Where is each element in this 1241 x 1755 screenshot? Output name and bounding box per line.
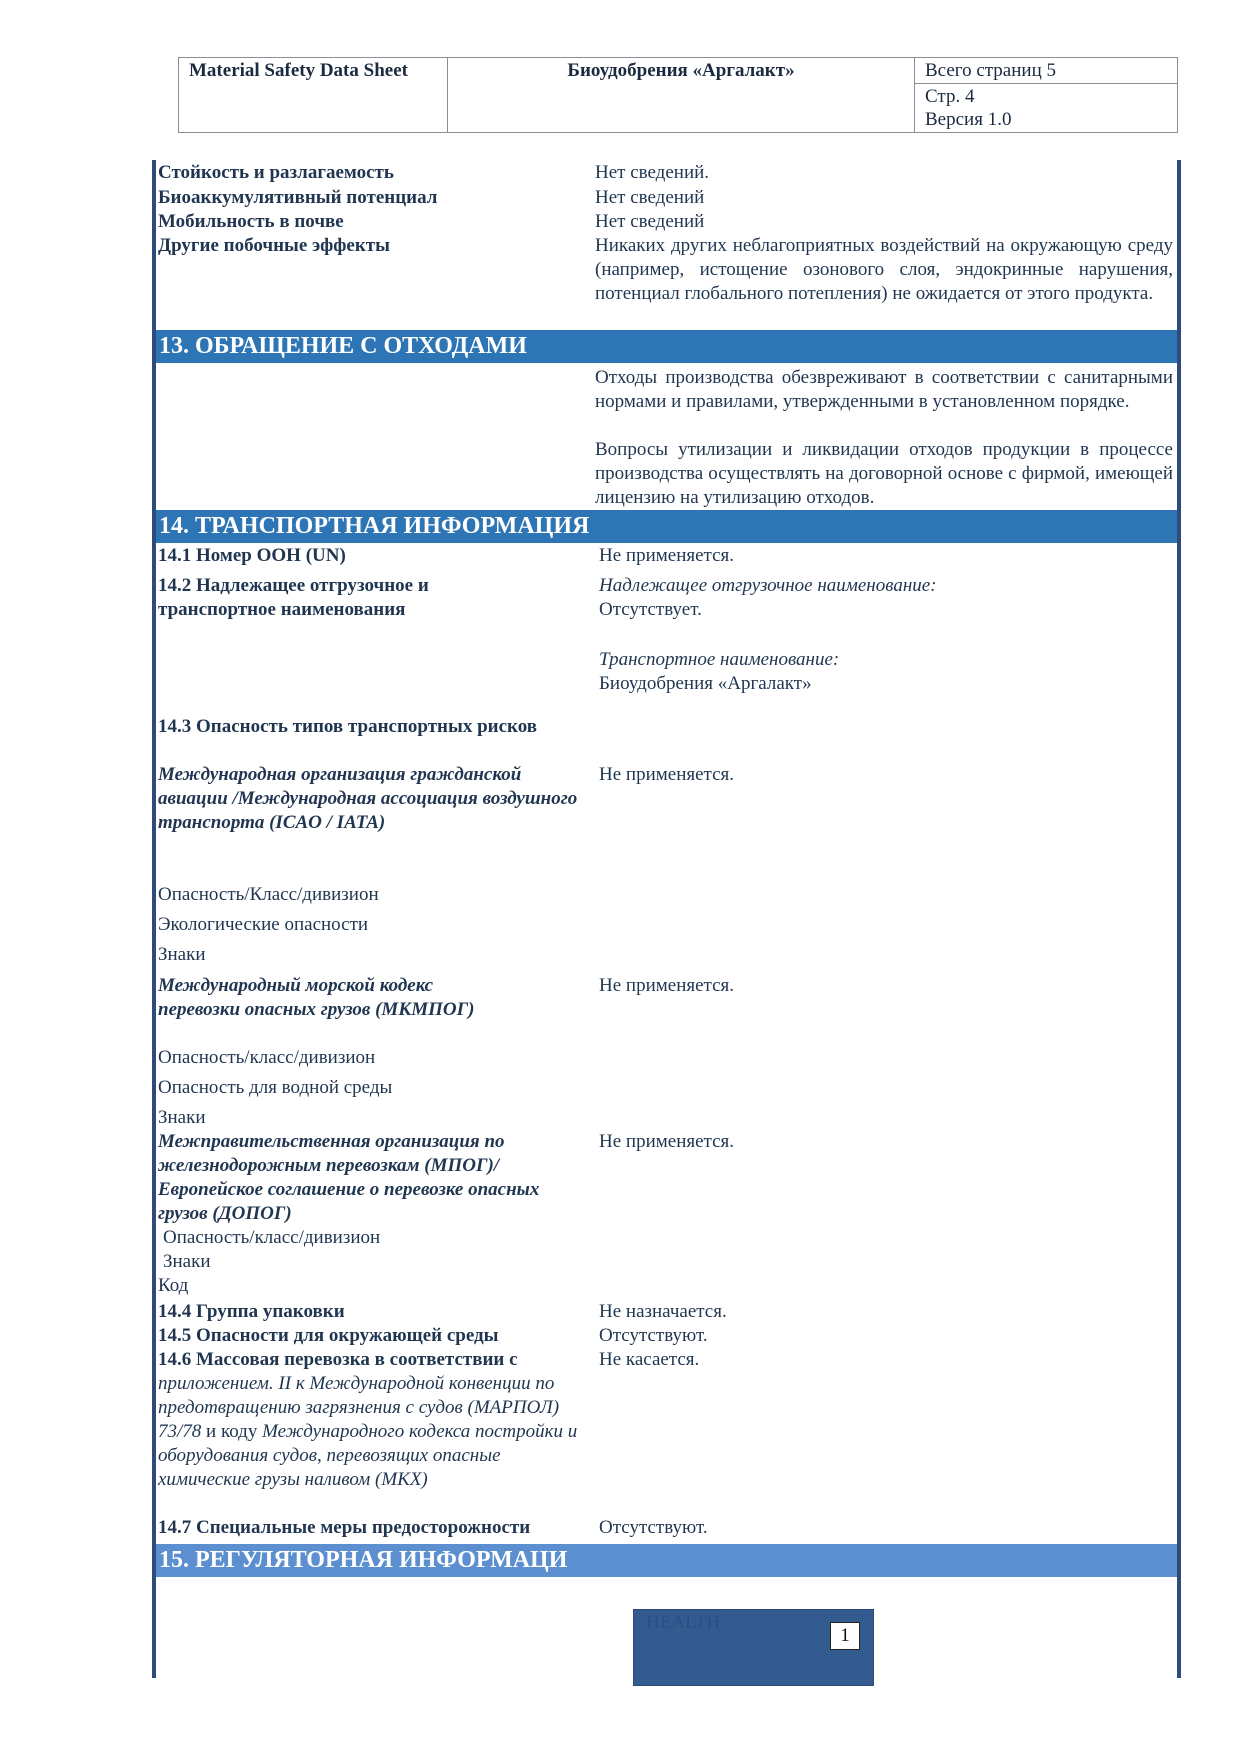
version: Версия 1.0 [925,109,1012,130]
section-14-title: 14. ТРАНСПОРТНАЯ ИНФОРМАЦИЯ [156,510,1177,543]
rail-value: Не применяется. [599,1131,734,1152]
rail-code: Код [158,1275,189,1296]
imdg-signs: Знаки [158,1107,206,1128]
eco-value: Нет сведений. [595,162,710,183]
un-label: 14.1 Номер ООН (UN) [158,545,346,566]
header-table [178,57,1178,133]
transport-name-value: Биоудобрения «Аргалакт» [599,673,812,694]
icao-value: Не применяется. [599,764,734,785]
packing-label: 14.4 Группа упаковки [158,1301,345,1322]
imdg-value: Не применяется. [599,975,734,996]
packing-value: Не назначается. [599,1301,727,1322]
icao-eco: Экологические опасности [158,914,369,935]
total-pages: Всего страниц 5 [915,58,1177,84]
product-name: Биоудобрения «Аргалакт» [448,58,915,133]
imdg-water: Опасность для водной среды [158,1077,393,1098]
health-rating: 1 [830,1622,860,1650]
section-13-title: 13. ОБРАЩЕНИЕ С ОТХОДАМИ [156,330,1177,363]
waste-text-1: Отходы производства обезвреживают в соответствии с санитарными нормами и правилами, утвержденными в установленном порядке. [595,367,1173,412]
waste-text-2: Вопросы утилизации и ликвидации отходов продукции в процессе производства осуществлять на договорной основе с фирмой, имеющей лицензию на утилизацию отходов. [595,439,1173,508]
env-label: 14.5 Опасности для окружающей среды [158,1325,499,1346]
health-label: HEALTH [646,1612,721,1633]
env-value: Отсутствуют. [599,1325,708,1346]
section-15-title: 15. РЕГУЛЯТОРНАЯ ИНФОРМАЦИ [156,1544,1177,1577]
eco-label: Биоаккумулятивный потенциал [158,187,438,208]
eco-value: Нет сведений [595,187,705,208]
bulk-label: 14.6 Массовая перевозка в соответствии с приложением. II к Международной конвенции по предотвращению загрязнения с судов (МАРПОЛ) 73/78 и коду Международного кодекса постройки и оборудования судов, перевозящих опасные химические грузы наливом (МКХ) [158,1349,578,1490]
rail-label: Межправительственная организация по железнодорожным перевозкам (МПОГ)/ Европейское соглашение о перевозке опасных грузов (ДОПОГ) [158,1131,540,1224]
health-badge [633,1609,874,1686]
rail-signs: Знаки [163,1251,211,1272]
frame-left-border [152,160,156,1678]
imdg-class: Опасность/класс/дивизион [158,1047,376,1068]
eco-label: Другие побочные эффекты [158,235,390,256]
transport-name-label: Транспортное наименование: [599,649,840,670]
icao-signs: Знаки [158,944,206,965]
eco-value: Никаких других неблагоприятных воздействий на окружающую среду (например, истощение озонового слоя, эндокринные нарушения, потенциал глобального потепления) не ожидается от этого продукта. [595,235,1173,304]
frame-right-border [1177,160,1181,1678]
doc-type: Material Safety Data Sheet [179,58,448,133]
shipping-name-label: Надлежащее отгрузочное наименование: [599,575,937,596]
eco-value: Нет сведений [595,211,705,232]
special-label: 14.7 Специальные меры предосторожности [158,1517,531,1538]
rail-class: Опасность/класс/дивизион [163,1227,381,1248]
shipping-name-value: Отсутствует. [599,599,702,620]
eco-label: Мобильность в почве [158,211,344,232]
shipping-label: 14.2 Надлежащее отгрузочное и транспортное наименования [158,575,429,620]
page-number: Стр. 4 [925,86,975,107]
risk-label: 14.3 Опасность типов транспортных рисков [158,716,538,737]
imdg-label: Международный морской кодекс перевозки опасных грузов (МКМПОГ) [158,975,475,1020]
icao-class: Опасность/Класс/дивизион [158,884,379,905]
bulk-value: Не касается. [599,1349,700,1370]
un-value: Не применяется. [599,545,734,566]
icao-label: Международная организация гражданской авиации /Международная ассоциация воздушного транспорта (ICAO / IATA) [158,764,578,833]
eco-label: Стойкость и разлагаемость [158,162,394,183]
special-value: Отсутствуют. [599,1517,708,1538]
